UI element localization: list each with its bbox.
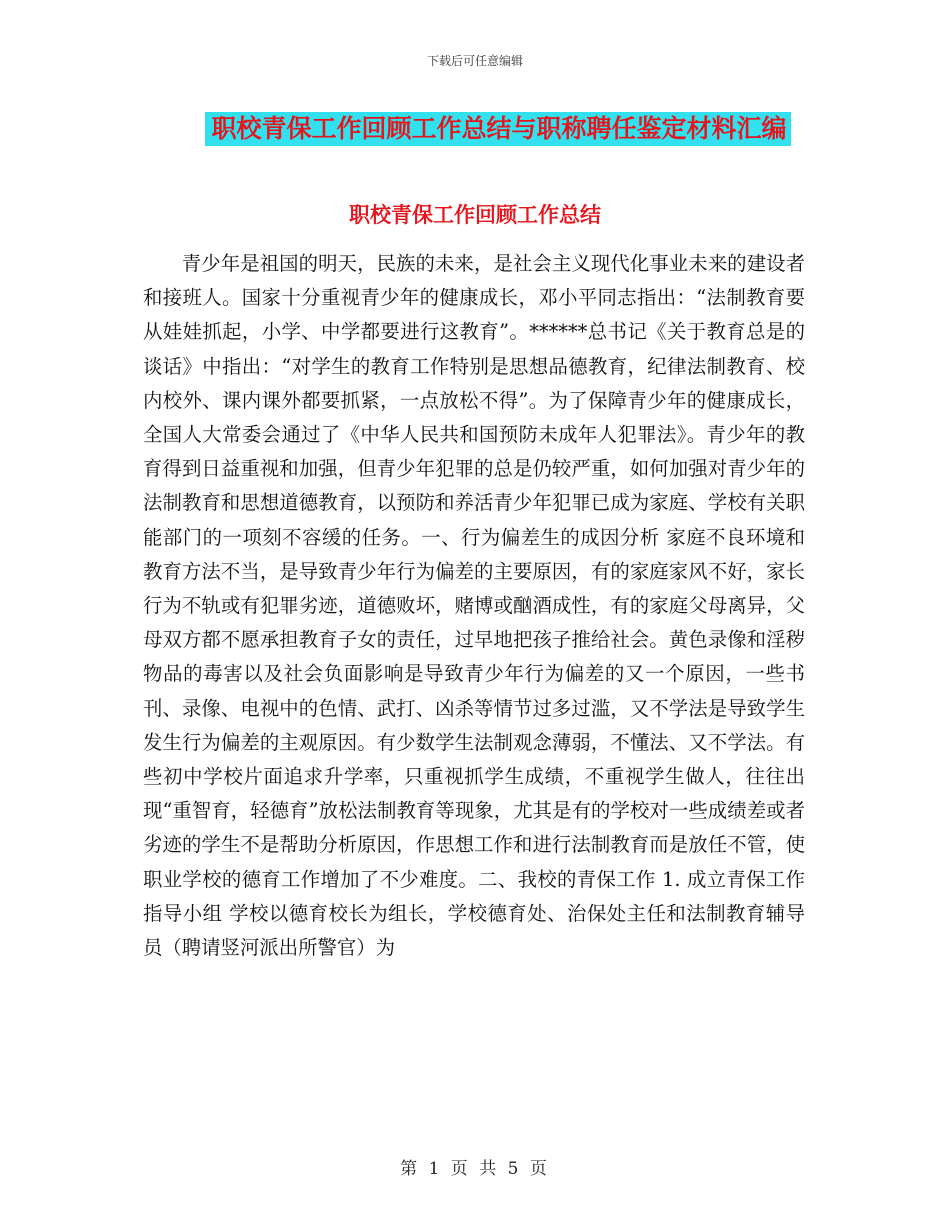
page-number-footer: 第 1 页 共 5 页	[400, 1159, 550, 1179]
header-note: 下载后可任意编辑	[426, 54, 523, 68]
main-title-container	[0, 112, 950, 146]
body-paragraph: 青少年是祖国的明天，民族的未来，是社会主义现代化事业未来的建设者和接班人。国家十分重视青少年的健康成长，邓小平同志指出：“法制教育要从娃娃抓起，小学、中学都要进行这教育”。******总书记《关于教育总是的谈话》中指出：“对学生的教育工作特别是思想品德教育，纪律法制教育、校内校外、课内课外都要抓紧，一点放松不得”。为了保障青少年的健康成长，全国人大常委会通过了《中华人民共和国预防未成年人犯罪法》。青少年的教育得到日益重视和加强，但青少年犯罪的总是仍较严重，如何加强对青少年的法制教育和思想道德教育，以预防和养活青少年犯罪已成为家庭、学校有关职能部门的一项刻不容缓的任务。一、行为偏差生的成因分析 家庭不良环境和教育方法不当，是导致青少年行为偏差的主要原因，有的家庭家风不好，家长行为不轨或有犯罪劣迹，道德败坏，赌博或酗酒成性，有的家庭父母离异，父母双方都不愿承担教育子女的责任，过早地把孩子推给社会。黄色录像和淫秽物品的毒害以及社会负面影响是导致青少年行为偏差的又一个原因，一些书刊、录像、电视中的色情、武打、凶杀等情节过多过滥，又不学法是导致学生发生行为偏差的主观原因。有少数学生法制观念薄弱，不懂法、又不学法。有些初中学校片面追求升学率，只重视抓学生成绩，不重视学生做人，往往出现“重智育，轻德育”放松法制教育等现象，尤其是有的学校对一些成绩差或者劣迹的学生不是帮助分析原因，作思想工作和进行法制教育而是放任不管，使职业学校的德育工作增加了不少难度。二、我校的青保工作 1. 成立青保工作指导小组 学校以德育校长为组长，学校德育处、治保处主任和法制教育辅导员（聘请竖河派出所警官）为	[143, 252, 805, 960]
section-title: 职校青保工作回顾工作总结	[349, 202, 601, 227]
main-title: 职校青保工作回顾工作总结与职称聘任鉴定材料汇编	[205, 112, 790, 146]
